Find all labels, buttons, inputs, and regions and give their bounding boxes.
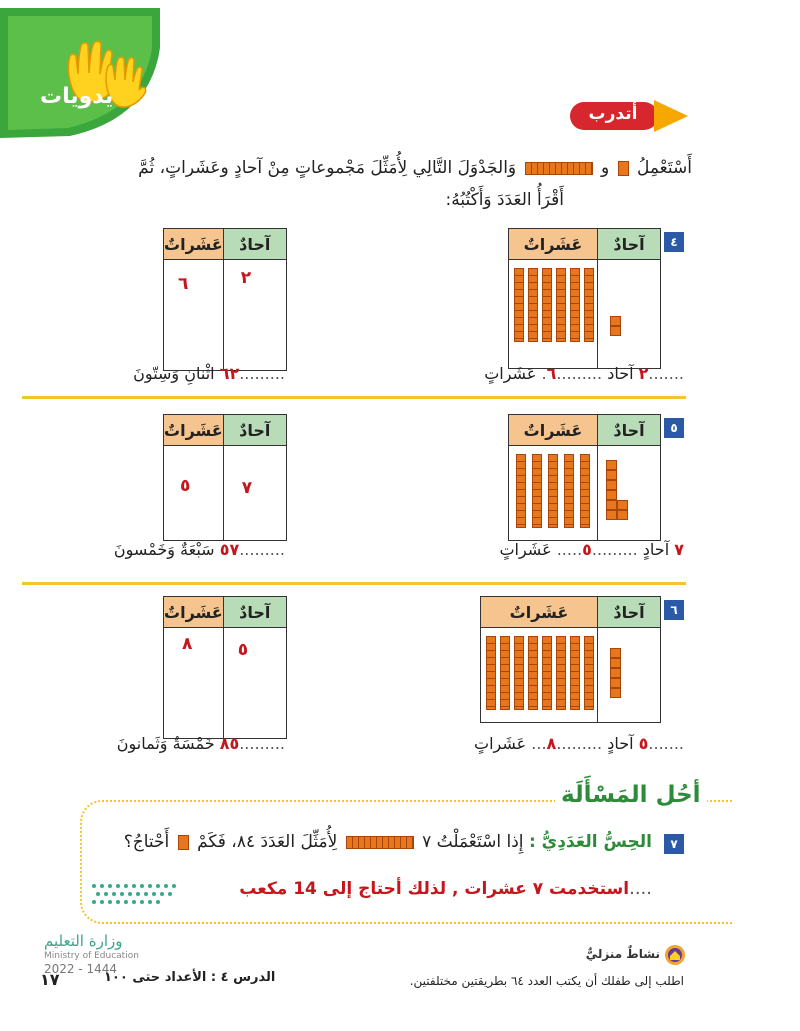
ones-value: ٥ [237, 640, 249, 660]
ministry-year: 2022 - 1444 [44, 962, 118, 976]
ten-rod-icon [346, 836, 414, 849]
tens-value: ٨ [182, 634, 193, 654]
ministry-name-en: Ministry of Education [44, 951, 139, 961]
separator-line [22, 396, 686, 399]
answer-table: عَشَراتٌ آحادٌ ٨ ٥ [163, 596, 287, 739]
ones-value: ٧ [241, 478, 253, 498]
unit-cube-icon [618, 161, 629, 176]
manipulatives-badge [0, 8, 160, 138]
instructions-line-1: أَسْتَعْمِلُ و وَالجَدْوَلَ التَّالِي لِأُمَثِّلَ مَجْموعاتٍ مِنْ آحادٍ وعَشَراتٍ، ثُمَّ [138, 158, 692, 178]
ones-value: ٢ [240, 268, 252, 288]
tens-header: عَشَراتٌ [509, 229, 598, 260]
answer-line-digits: .......٢ آحاد .........٦. عَشَراتٍ [484, 364, 684, 383]
problem-number: ٧ [664, 834, 684, 854]
badge-label: يدويات [40, 84, 114, 109]
lesson-title: الدرس ٤ : الأعداد حتى ١٠٠ [104, 970, 276, 985]
instructions-line-2: أَقْرَأُ العَدَدَ وَأَكْتُبُهُ: [445, 190, 564, 210]
home-activity-title: نشاطٌ منزليٌّ [585, 947, 660, 961]
separator-line [22, 582, 686, 585]
practice-title: أتدرب [588, 104, 638, 124]
manipulative-table: عَشَراتٌ آحادٌ [508, 414, 661, 541]
tens-value: ٥ [180, 476, 191, 496]
unit-cube [610, 316, 621, 326]
answer-table: عَشَراتٌ آحادٌ ٥ ٧ [163, 414, 287, 541]
answer-line-words: .........٥٧ سَبْعَةٌ وَخَمْسونَ [113, 540, 285, 559]
ten-rod-icon [525, 162, 593, 175]
answer-table: عَشَراتٌ آحادٌ ٦ ٢ [163, 228, 287, 371]
manipulative-table: عَشَراتٌ آحادٌ [480, 596, 661, 723]
ministry-name-ar: وزارة التعليم [44, 932, 123, 950]
problem-answer: ....استخدمت ٧ عشرات , لذلك أحتاج إلى 14 مكعب [239, 878, 652, 899]
home-activity-text: اطلب إلى طفلك أن يكتب العدد ٦٤ بطريقتين مختلفتين. [409, 974, 684, 988]
page-number: ١٧ [40, 970, 60, 989]
problem-title: أحُل المَسْأَلَة [555, 782, 707, 808]
ones-header: آحادٌ [598, 229, 661, 260]
answer-line-words: .........٨٥ خَمْسَةٌ وَثَمانونَ [116, 734, 285, 753]
exercise-number: ٤ [664, 232, 684, 252]
exercise-number: ٥ [664, 418, 684, 438]
unit-cube-icon [178, 835, 189, 850]
problem-question: الحِسُّ العَدَدِيُّ : إِذا اسْتَعْمَلْتُ ٧ لِأُمَثِّلَ العَدَدَ ٨٤، فَكَمْ أَحْتاجُ؟ [123, 832, 652, 852]
unit-cube [610, 326, 621, 336]
home-activity-icon [664, 944, 686, 966]
answer-line-digits: .......٥ آحادٍ .........٨... عَشَراتٍ [474, 734, 684, 753]
ministry-logo-pattern [88, 880, 180, 910]
answer-line-digits: ٧ آحادٍ .........٥..... عَشَراتٍ [499, 540, 684, 559]
exercise-number: ٦ [664, 600, 684, 620]
tens-value: ٦ [178, 274, 189, 294]
answer-line-words: .........٦٢ اثْنانِ وَسِتّونَ [133, 364, 285, 383]
